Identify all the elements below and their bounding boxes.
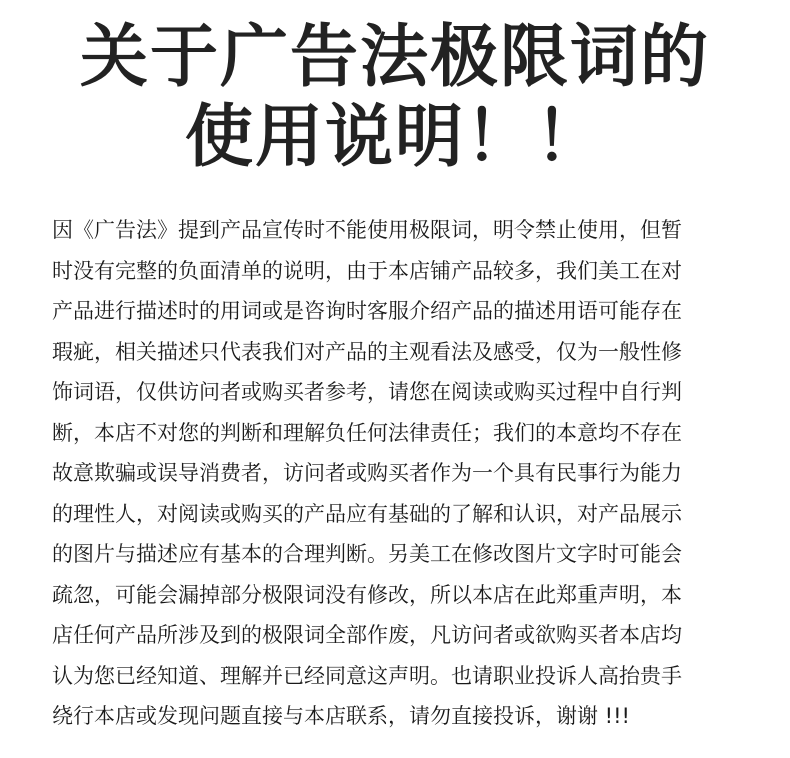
body-line: 的图片与描述应有基本的合理判断。另美工在修改图片文字时可能会 (52, 542, 682, 566)
body-line: 瑕疵，相关描述只代表我们对产品的主观看法及感受，仅为一般性修 (52, 339, 682, 364)
body-line: 故意欺骗或误导消费者，访问者或购买者作为一个具有民事行为能力 (52, 461, 682, 485)
body-line: 店任何产品所涉及到的极限词全部作废，凡访问者或欲购买者本店均 (52, 623, 682, 647)
body-line: 疏忽，可能会漏掉部分极限词没有修改，所以本店在此郑重声明，本 (52, 582, 682, 607)
body-line: 认为您已经知道、理解并已经同意这声明。也请职业投诉人高抬贵手 (52, 663, 682, 688)
body-line: 饰词语，仅供访问者或购买者参考，请您在阅读或购买过程中自行判 (52, 380, 682, 404)
body-line: 因《广告法》提到产品宣传时不能使用极限词，明令禁止使用，但暂 (52, 218, 682, 242)
body-line: 的理性人，对阅读或购买的产品应有基础的了解和认识，对产品展示 (52, 501, 682, 526)
page-title-line-2: 使用说明！！ (184, 98, 605, 177)
notice-body (52, 210, 752, 737)
body-line: 绕行本店或发现问题直接与本店联系，请勿直接投诉，谢谢 !!! (52, 704, 630, 728)
body-line: 产品进行描述时的用词或是咨询时客服介绍产品的描述用语可能存在 (52, 299, 682, 323)
body-line: 时没有完整的负面清单的说明，由于本店铺产品较多，我们美工在对 (52, 258, 682, 283)
page-title-line-1: 关于广告法极限词的 (79, 18, 710, 97)
body-line: 断，本店不对您的判断和理解负任何法律责任；我们的本意均不存在 (52, 420, 682, 445)
